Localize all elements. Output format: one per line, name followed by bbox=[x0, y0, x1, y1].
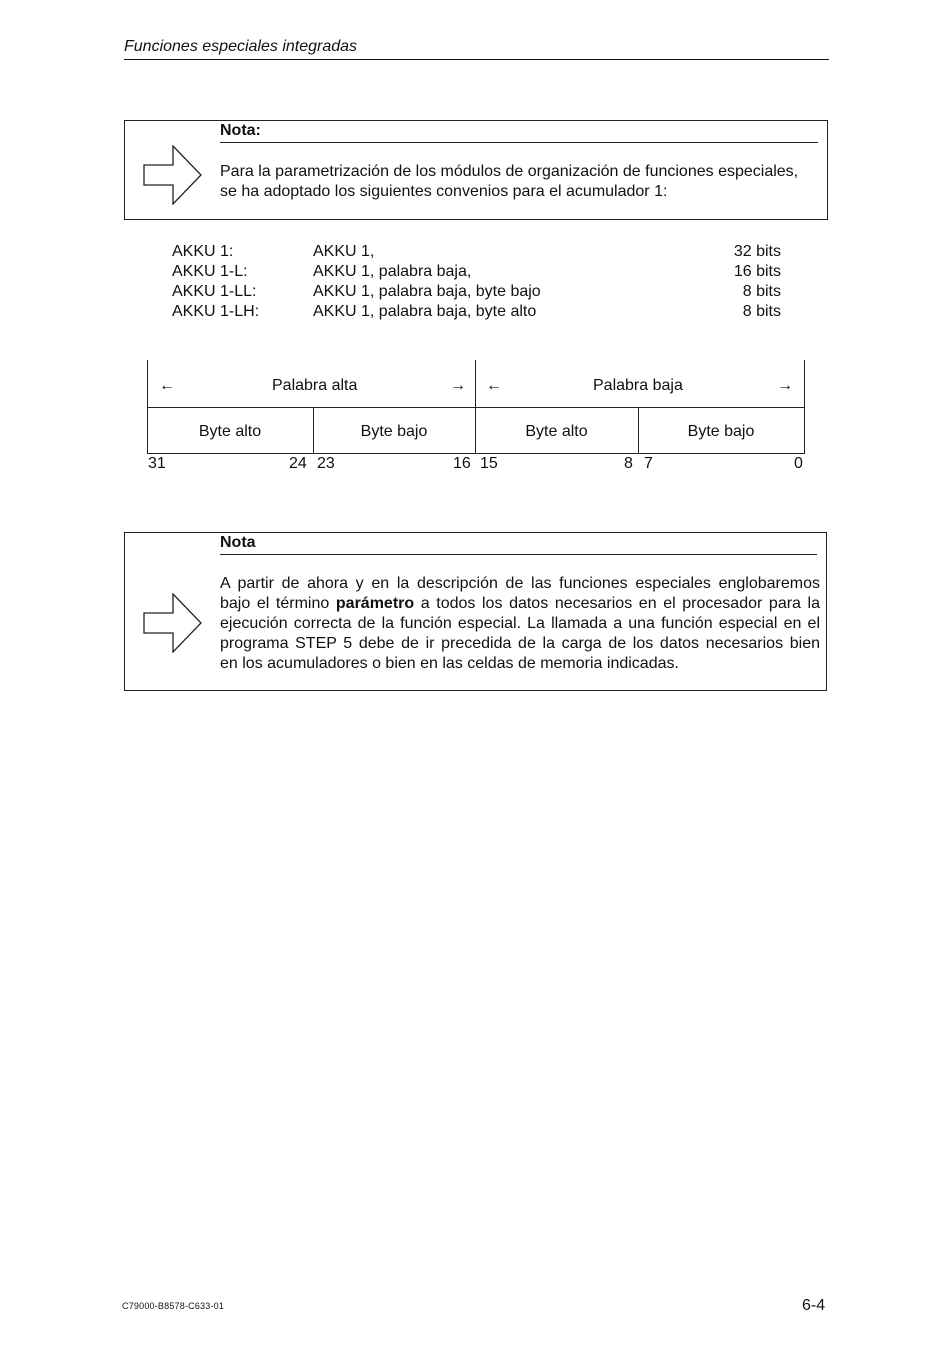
akku-description: AKKU 1, palabra baja, byte bajo bbox=[313, 283, 541, 300]
note-line: Para la parametrización de los módulos de organización de funciones especiales, bbox=[220, 163, 799, 180]
akku-size: 32 bits bbox=[733, 243, 781, 260]
akku-description: AKKU 1, palabra baja, byte alto bbox=[313, 303, 537, 320]
bit-number: 0 bbox=[794, 455, 803, 472]
note-line: programa STEP 5 debe de ir precedida de la carga de los datos necesarios bien bbox=[220, 635, 820, 652]
akku-size: 8 bits bbox=[742, 303, 781, 320]
bit-number: 7 bbox=[644, 455, 653, 472]
bit-number: 23 bbox=[317, 455, 335, 472]
akku-description: AKKU 1, bbox=[313, 243, 375, 260]
document-code: C79000-B8578-C633-01 bbox=[122, 1301, 225, 1311]
left-arrow-icon: ← bbox=[159, 377, 175, 394]
byte-label: Byte bajo bbox=[687, 423, 755, 440]
bit-number: 15 bbox=[480, 455, 498, 472]
note-body bbox=[220, 574, 820, 674]
right-arrow-icon: → bbox=[777, 377, 793, 394]
page-number: 6-4 bbox=[802, 1297, 826, 1314]
bit-number: 8 bbox=[624, 455, 633, 472]
bit-number: 16 bbox=[453, 455, 471, 472]
akku-name: AKKU 1-LL: bbox=[172, 283, 257, 300]
accumulator-bit-diagram bbox=[147, 360, 805, 480]
akku-name: AKKU 1-L: bbox=[172, 263, 248, 280]
note-line: ejecución correcta de la función especial. La llamada a una función especial en el bbox=[220, 615, 820, 632]
note-line: se ha adoptado los siguientes convenios para el acumulador 1: bbox=[220, 183, 668, 200]
akku-size: 8 bits bbox=[742, 283, 781, 300]
note-title-rule bbox=[220, 554, 817, 555]
list-item bbox=[172, 302, 784, 322]
note-title-rule bbox=[220, 142, 818, 143]
list-item bbox=[172, 282, 784, 302]
note-box-2 bbox=[124, 532, 827, 691]
note-box-1 bbox=[124, 120, 828, 220]
note-line: en los acumuladores o bien en las celdas de memoria indicadas. bbox=[220, 655, 679, 672]
note-title: Nota: bbox=[220, 122, 261, 139]
diagram-line bbox=[147, 453, 805, 454]
bit-number: 24 bbox=[289, 455, 307, 472]
accumulator-list bbox=[172, 242, 784, 322]
left-arrow-icon: ← bbox=[486, 377, 502, 394]
note-line: bajo el término parámetro a todos los datos necesarios en el procesador para la bbox=[220, 595, 821, 612]
akku-description: AKKU 1, palabra baja, bbox=[313, 263, 472, 280]
list-item bbox=[172, 262, 784, 282]
list-item bbox=[172, 242, 784, 262]
bit-number: 31 bbox=[148, 455, 166, 472]
header-rule bbox=[124, 59, 829, 60]
akku-name: AKKU 1: bbox=[172, 243, 234, 260]
word-label-high: Palabra alta bbox=[272, 377, 358, 394]
right-arrow-icon bbox=[143, 593, 205, 653]
bold-term: parámetro bbox=[335, 595, 415, 612]
akku-size: 16 bits bbox=[733, 263, 781, 280]
right-arrow-icon bbox=[143, 145, 205, 205]
note-title: Nota bbox=[220, 534, 256, 551]
diagram-line bbox=[147, 407, 805, 408]
byte-label: Byte bajo bbox=[360, 423, 428, 440]
note-line: A partir de ahora y en la descripción de las funciones especiales englobaremos bbox=[220, 575, 820, 592]
right-arrow-icon: → bbox=[450, 377, 466, 394]
byte-label: Byte alto bbox=[198, 423, 262, 440]
word-label-low: Palabra baja bbox=[593, 377, 683, 394]
byte-label: Byte alto bbox=[525, 423, 588, 440]
running-header-title: Funciones especiales integradas bbox=[124, 38, 358, 55]
note-body bbox=[220, 162, 820, 202]
akku-name: AKKU 1-LH: bbox=[172, 303, 260, 320]
